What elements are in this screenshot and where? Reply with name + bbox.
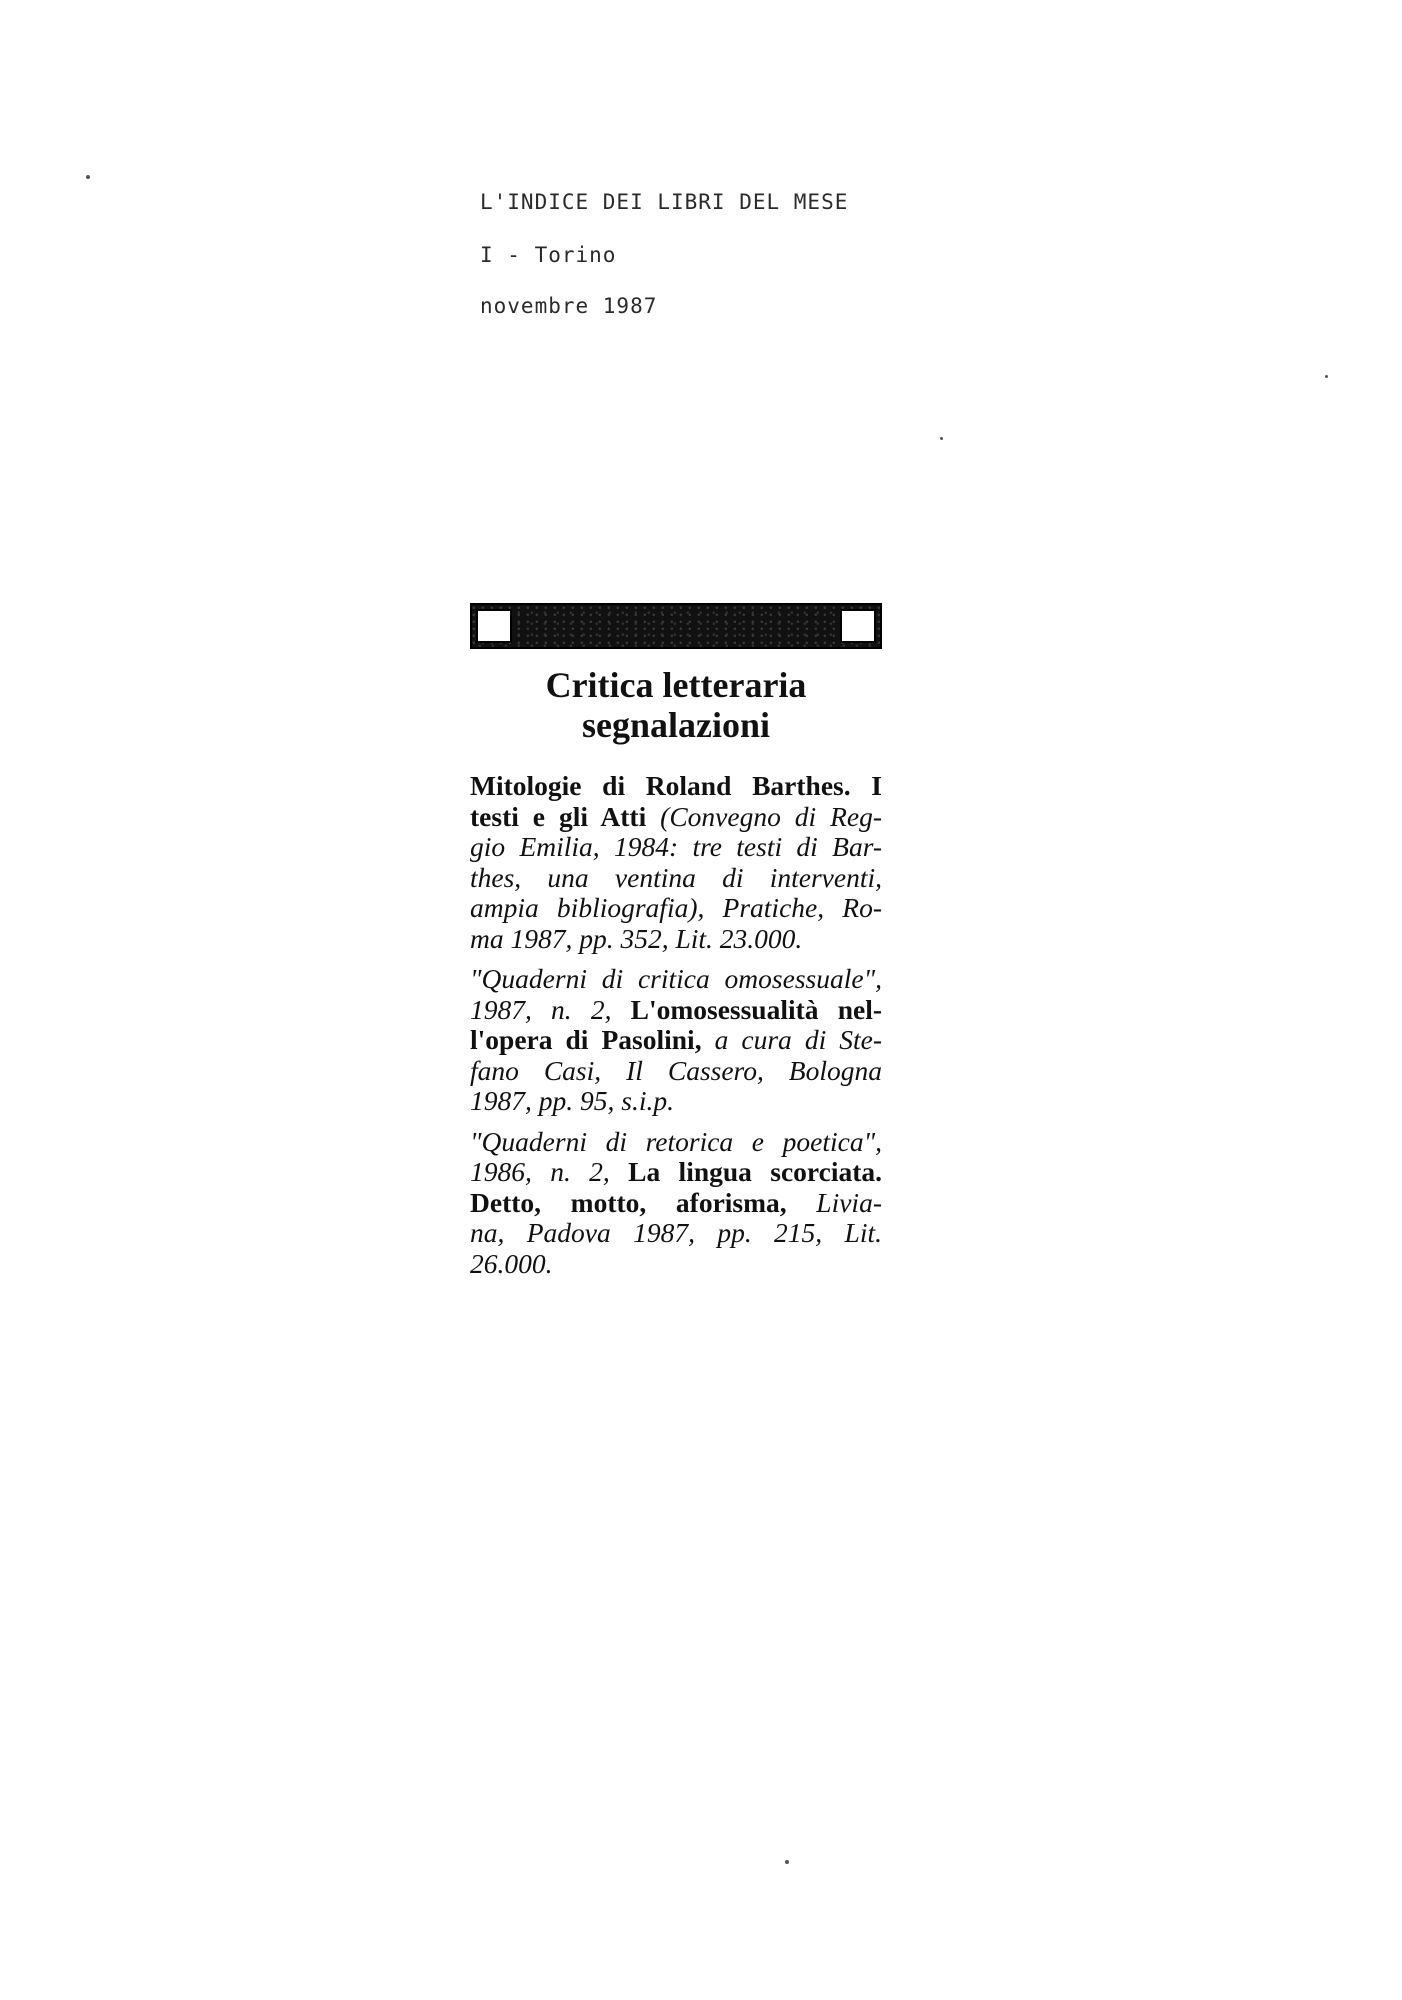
entry-detail-text: ampia bibliografia), Pratiche, Ro- <box>470 892 882 923</box>
entry-title-text: La lingua scorciata. <box>628 1156 882 1187</box>
entry-line <box>470 1127 882 1158</box>
entry-line <box>470 863 882 894</box>
entry-title-text: Mitologie di Roland Barthes. I <box>470 770 882 801</box>
entry-line <box>470 1025 882 1056</box>
book-listings <box>470 771 882 1279</box>
scan-speck <box>1325 375 1328 378</box>
entry-detail-text: Livia- <box>816 1186 882 1218</box>
section-heading <box>470 665 882 745</box>
entry-detail-text: 1987, n. 2, <box>470 993 631 1025</box>
article-column <box>470 603 882 1279</box>
scan-speck <box>86 175 90 179</box>
entry-detail-text: 1987, pp. 95, s.i.p. <box>470 1085 674 1116</box>
entry-line <box>470 1218 882 1249</box>
entry-line <box>470 802 882 833</box>
entry-detail-text: thes, una ventina di interventi, <box>470 861 882 893</box>
entry-title-text: L'omosessualità nel- <box>630 993 883 1025</box>
entry-detail-text: 26.000. <box>470 1247 553 1279</box>
entry-detail-text: "Quaderni di retorica e poetica", <box>470 1125 882 1157</box>
entry-line <box>470 1056 882 1087</box>
header-bar-left-square <box>476 609 512 643</box>
entry-line <box>470 832 882 863</box>
publication-stamp-title: L'INDICE DEI LIBRI DEL MESE <box>480 190 849 214</box>
publication-stamp-city: I - Torino <box>480 243 617 267</box>
entry-title-text: l'opera di Pasolini, <box>470 1024 715 1055</box>
entry-line <box>470 1157 882 1188</box>
publication-stamp-date: novembre 1987 <box>480 294 658 318</box>
entry-line <box>470 771 882 802</box>
book-entry <box>470 1127 882 1280</box>
scan-speck <box>940 437 943 440</box>
entry-line <box>470 1188 882 1219</box>
entry-line <box>470 893 882 924</box>
entry-detail-text: fano Casi, Il Cassero, Bologna <box>470 1054 882 1086</box>
entry-detail-text: "Quaderni di critica omosessuale", <box>470 963 882 994</box>
book-entry <box>470 771 882 954</box>
entry-line <box>470 924 882 955</box>
entry-detail-text: ma 1987, pp. 352, Lit. 23.000. <box>470 922 803 954</box>
entry-title-text: Detto, motto, aforisma, <box>470 1186 817 1218</box>
entry-line <box>470 964 882 995</box>
book-entry <box>470 964 882 1117</box>
entry-detail-text: (Convegno di Reg- <box>660 800 882 832</box>
entry-line <box>470 995 882 1026</box>
section-heading-line-1: Critica letteraria <box>545 665 807 705</box>
entry-line <box>470 1249 882 1280</box>
entry-title-text: testi e gli Atti <box>470 800 661 832</box>
entry-line <box>470 1086 882 1117</box>
section-header-bar <box>470 603 882 649</box>
header-bar-right-square <box>840 609 876 643</box>
entry-detail-text: na, Padova 1987, pp. 215, Lit. <box>470 1217 882 1248</box>
scan-speck <box>785 1860 789 1864</box>
section-heading-line-2: segnalazioni <box>581 705 770 745</box>
entry-detail-text: 1986, n. 2, <box>470 1156 629 1187</box>
entry-detail-text: gio Emilia, 1984: tre testi di Bar- <box>470 831 882 862</box>
entry-detail-text: a cura di Ste- <box>714 1024 882 1055</box>
